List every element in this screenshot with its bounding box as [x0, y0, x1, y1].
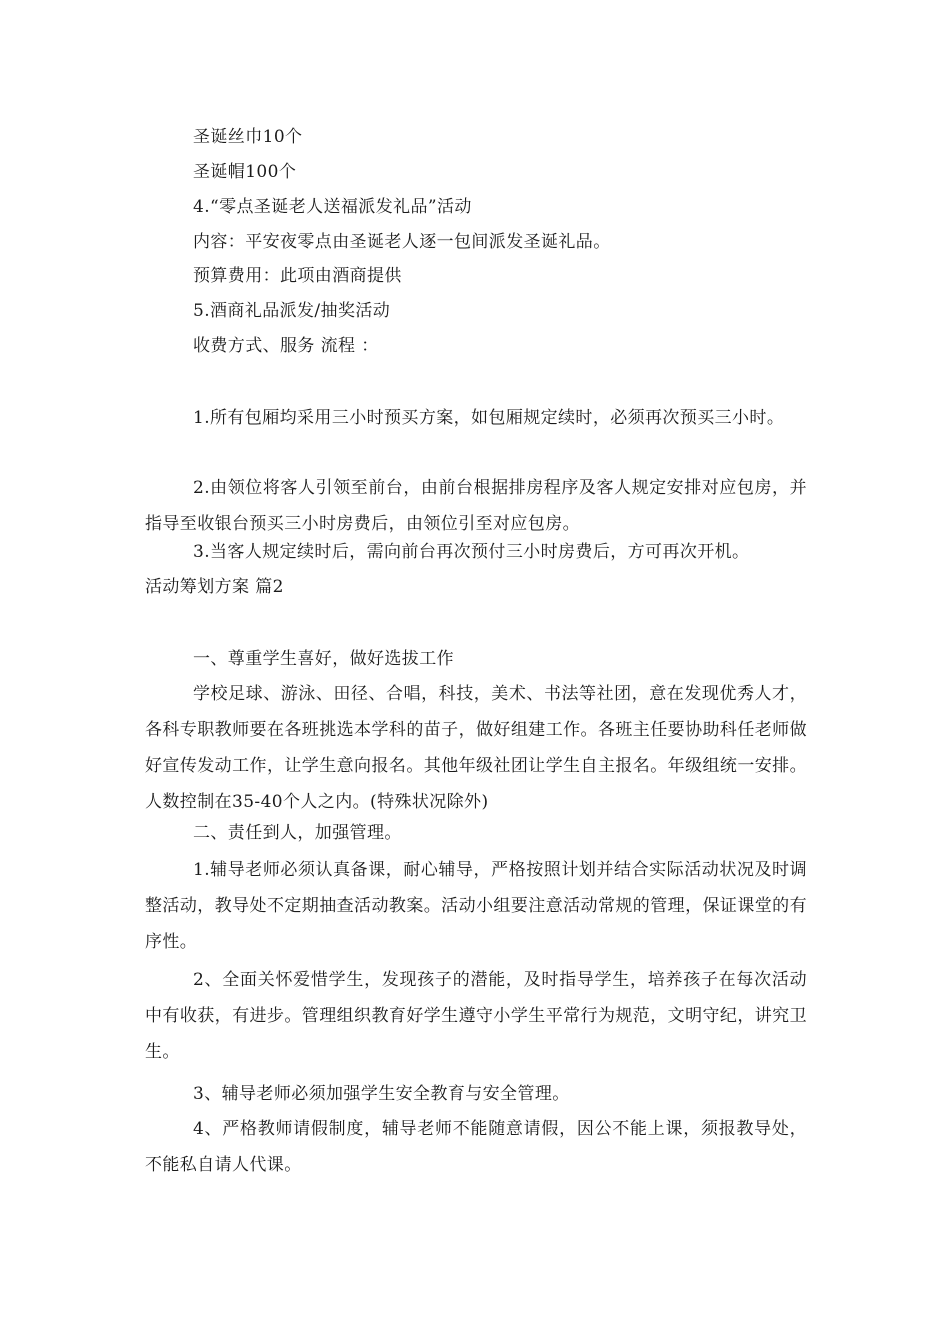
text-line: 内容：平安夜零点由圣诞老人逐一包间派发圣诞礼品。: [193, 232, 611, 252]
text-line: 收费方式、服务 流程 ：: [193, 336, 379, 356]
paragraph: 3、辅导老师必须加强学生安全教育与安全管理。: [193, 1084, 570, 1104]
paragraph: 4、严格教师请假制度，辅导老师不能随意请假，因公不能上课，须报教导处，不能私自请人代课。: [145, 1119, 807, 1175]
section-heading: 一、尊重学生喜好，做好选拔工作: [193, 649, 454, 669]
service-item: 1.所有包厢均采用三小时预买方案，如包厢规定续时，必须再次预买三小时。: [193, 408, 785, 428]
text-line: 4.“零点圣诞老人送福派发礼品”活动: [193, 197, 472, 217]
text-line: 5.酒商礼品派发/抽奖活动: [193, 301, 391, 321]
text-line: 圣诞帽100个: [193, 162, 297, 182]
paragraph: 学校足球、游泳、田径、合唱，科技，美术、书法等社团，意在发现优秀人才，各科专职教师要在各班挑选本学科的苗子，做好组建工作。各班主任要协助科任老师做好宣传发动工作，让学生意向报名。其他年级社团让学生自主报名。年级组统一安排。人数控制在35-40个人之内。(特殊状况除外): [145, 684, 807, 812]
section-title: 活动筹划方案 篇2: [145, 577, 284, 597]
text-line: 预算费用：此项由酒商提供: [193, 266, 402, 286]
text-line: 圣诞丝巾10个: [193, 127, 303, 147]
section-heading: 二、责任到人，加强管理。: [193, 823, 402, 843]
paragraph: 1.辅导老师必须认真备课，耐心辅导，严格按照计划并结合实际活动状况及时调整活动，教导处不定期抽查活动教案。活动小组要注意活动常规的管理，保证课堂的有序性。: [145, 860, 807, 952]
paragraph: 2、全面关怀爱惜学生，发现孩子的潜能，及时指导学生，培养孩子在每次活动中有收获，有进步。管理组织教育好学生遵守小学生平常行为规范，文明守纪，讲究卫生。: [145, 970, 807, 1062]
service-item: 2.由领位将客人引领至前台，由前台根据排房程序及客人规定安排对应包房，并指导至收银台预买三小时房费后，由领位引至对应包房。: [145, 478, 807, 534]
service-item: 3.当客人规定续时后，需向前台再次预付三小时房费后，方可再次开机。: [193, 542, 750, 562]
